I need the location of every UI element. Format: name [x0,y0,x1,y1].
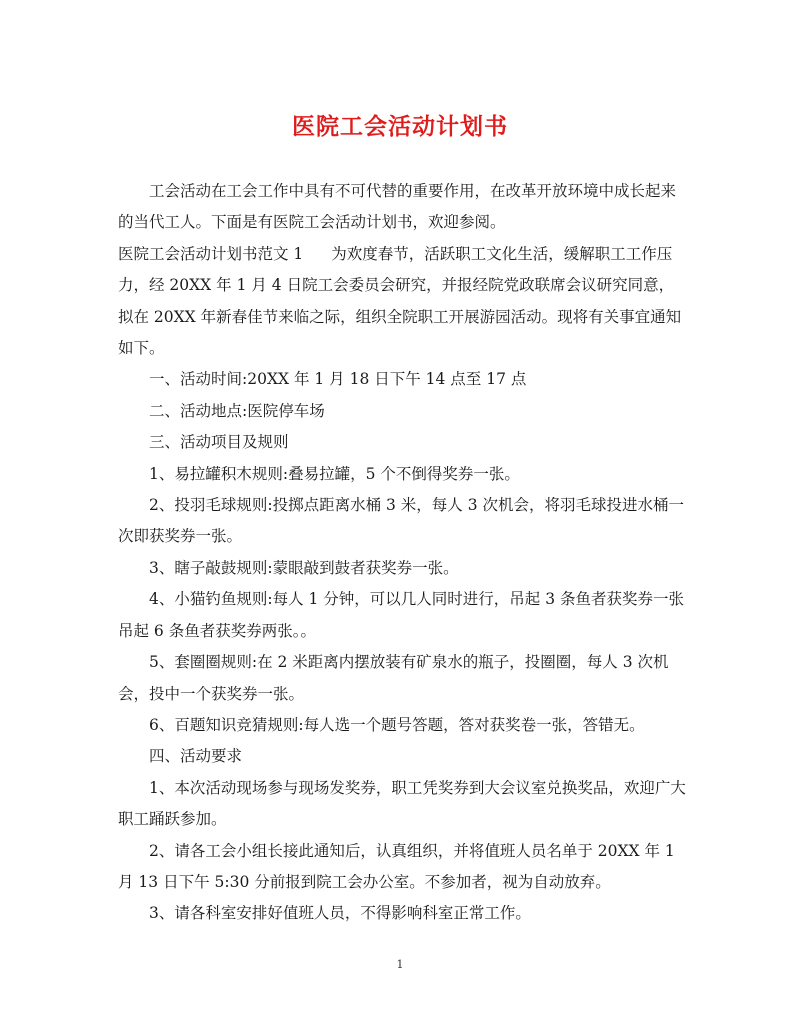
document-title: 医院工会活动计划书 [292,113,508,140]
requirement-2: 2、请各工会小组长接此通知后，认真组织，并将值班人员名单于 20XX 年 1 月 13 日下午 5:30 分前报到院工会办公室。不参加者，视为自动放弃。 [118,841,675,891]
requirement-3: 3、请各科室安排好值班人员，不得影响科室正常工作。 [149,904,531,923]
rule-shuttlecock-toss: 2、投羽毛球规则:投掷点距离水桶 3 米，每人 3 次机会，将羽毛球投进水桶一次即获奖券一张。 [118,496,685,546]
rule-cat-fishing: 4、小猫钓鱼规则:每人 1 分钟，可以几人同时进行，吊起 3 条鱼者获奖券一张吊起 6 条鱼者获奖券两张。。 [118,590,685,640]
sample-paragraph [118,239,686,365]
document-body [118,176,686,930]
sample-heading: 医院工会活动计划书范文 1 [118,244,304,263]
rule-quiz: 6、百题知识竞猜规则:每人选一个题号答题，答对获奖卷一张，答错无。 [149,715,645,734]
sample-intro: 为欢度春节，活跃职工文化生活，缓解职工工作压力，经 20XX 年 1 月 4 日院工会委员会研究，并报经院党政联席会议研究同意，拟在 20XX 年新春佳节来临之际，组织全院职工开展游园活动。现将有关事宜通知如下。 [118,244,682,358]
item-activity-time: 一、活动时间:20XX 年 1 月 18 日下午 14 点至 17 点 [149,370,527,389]
item-requirements-heading: 四、活动要求 [149,747,243,766]
rule-can-stacking: 1、易拉罐积木规则:叠易拉罐，5 个不倒得奖券一张。 [149,464,520,483]
intro-paragraph: 工会活动在工会工作中具有不可代替的重要作用，在改革开放环境中成长起来的当代工人。下面是有医院工会活动计划书，欢迎参阅。 [118,182,677,232]
item-activity-location: 二、活动地点:医院停车场 [149,401,325,420]
rule-ring-toss: 5、套圈圈规则:在 2 米距离内摆放装有矿泉水的瓶子，投圈圈，每人 3 次机会，投中一个获奖券一张。 [118,653,669,703]
requirement-1: 1、本次活动现场参与现场发奖券，职工凭奖券到大会议室兑换奖品，欢迎广大职工踊跃参加。 [118,778,686,829]
page-number: 1 [396,958,404,971]
rule-blind-drum: 3、瞎子敲鼓规则:蒙眼敲到鼓者获奖券一张。 [149,558,459,577]
item-activity-rules-heading: 三、活动项目及规则 [149,433,289,452]
